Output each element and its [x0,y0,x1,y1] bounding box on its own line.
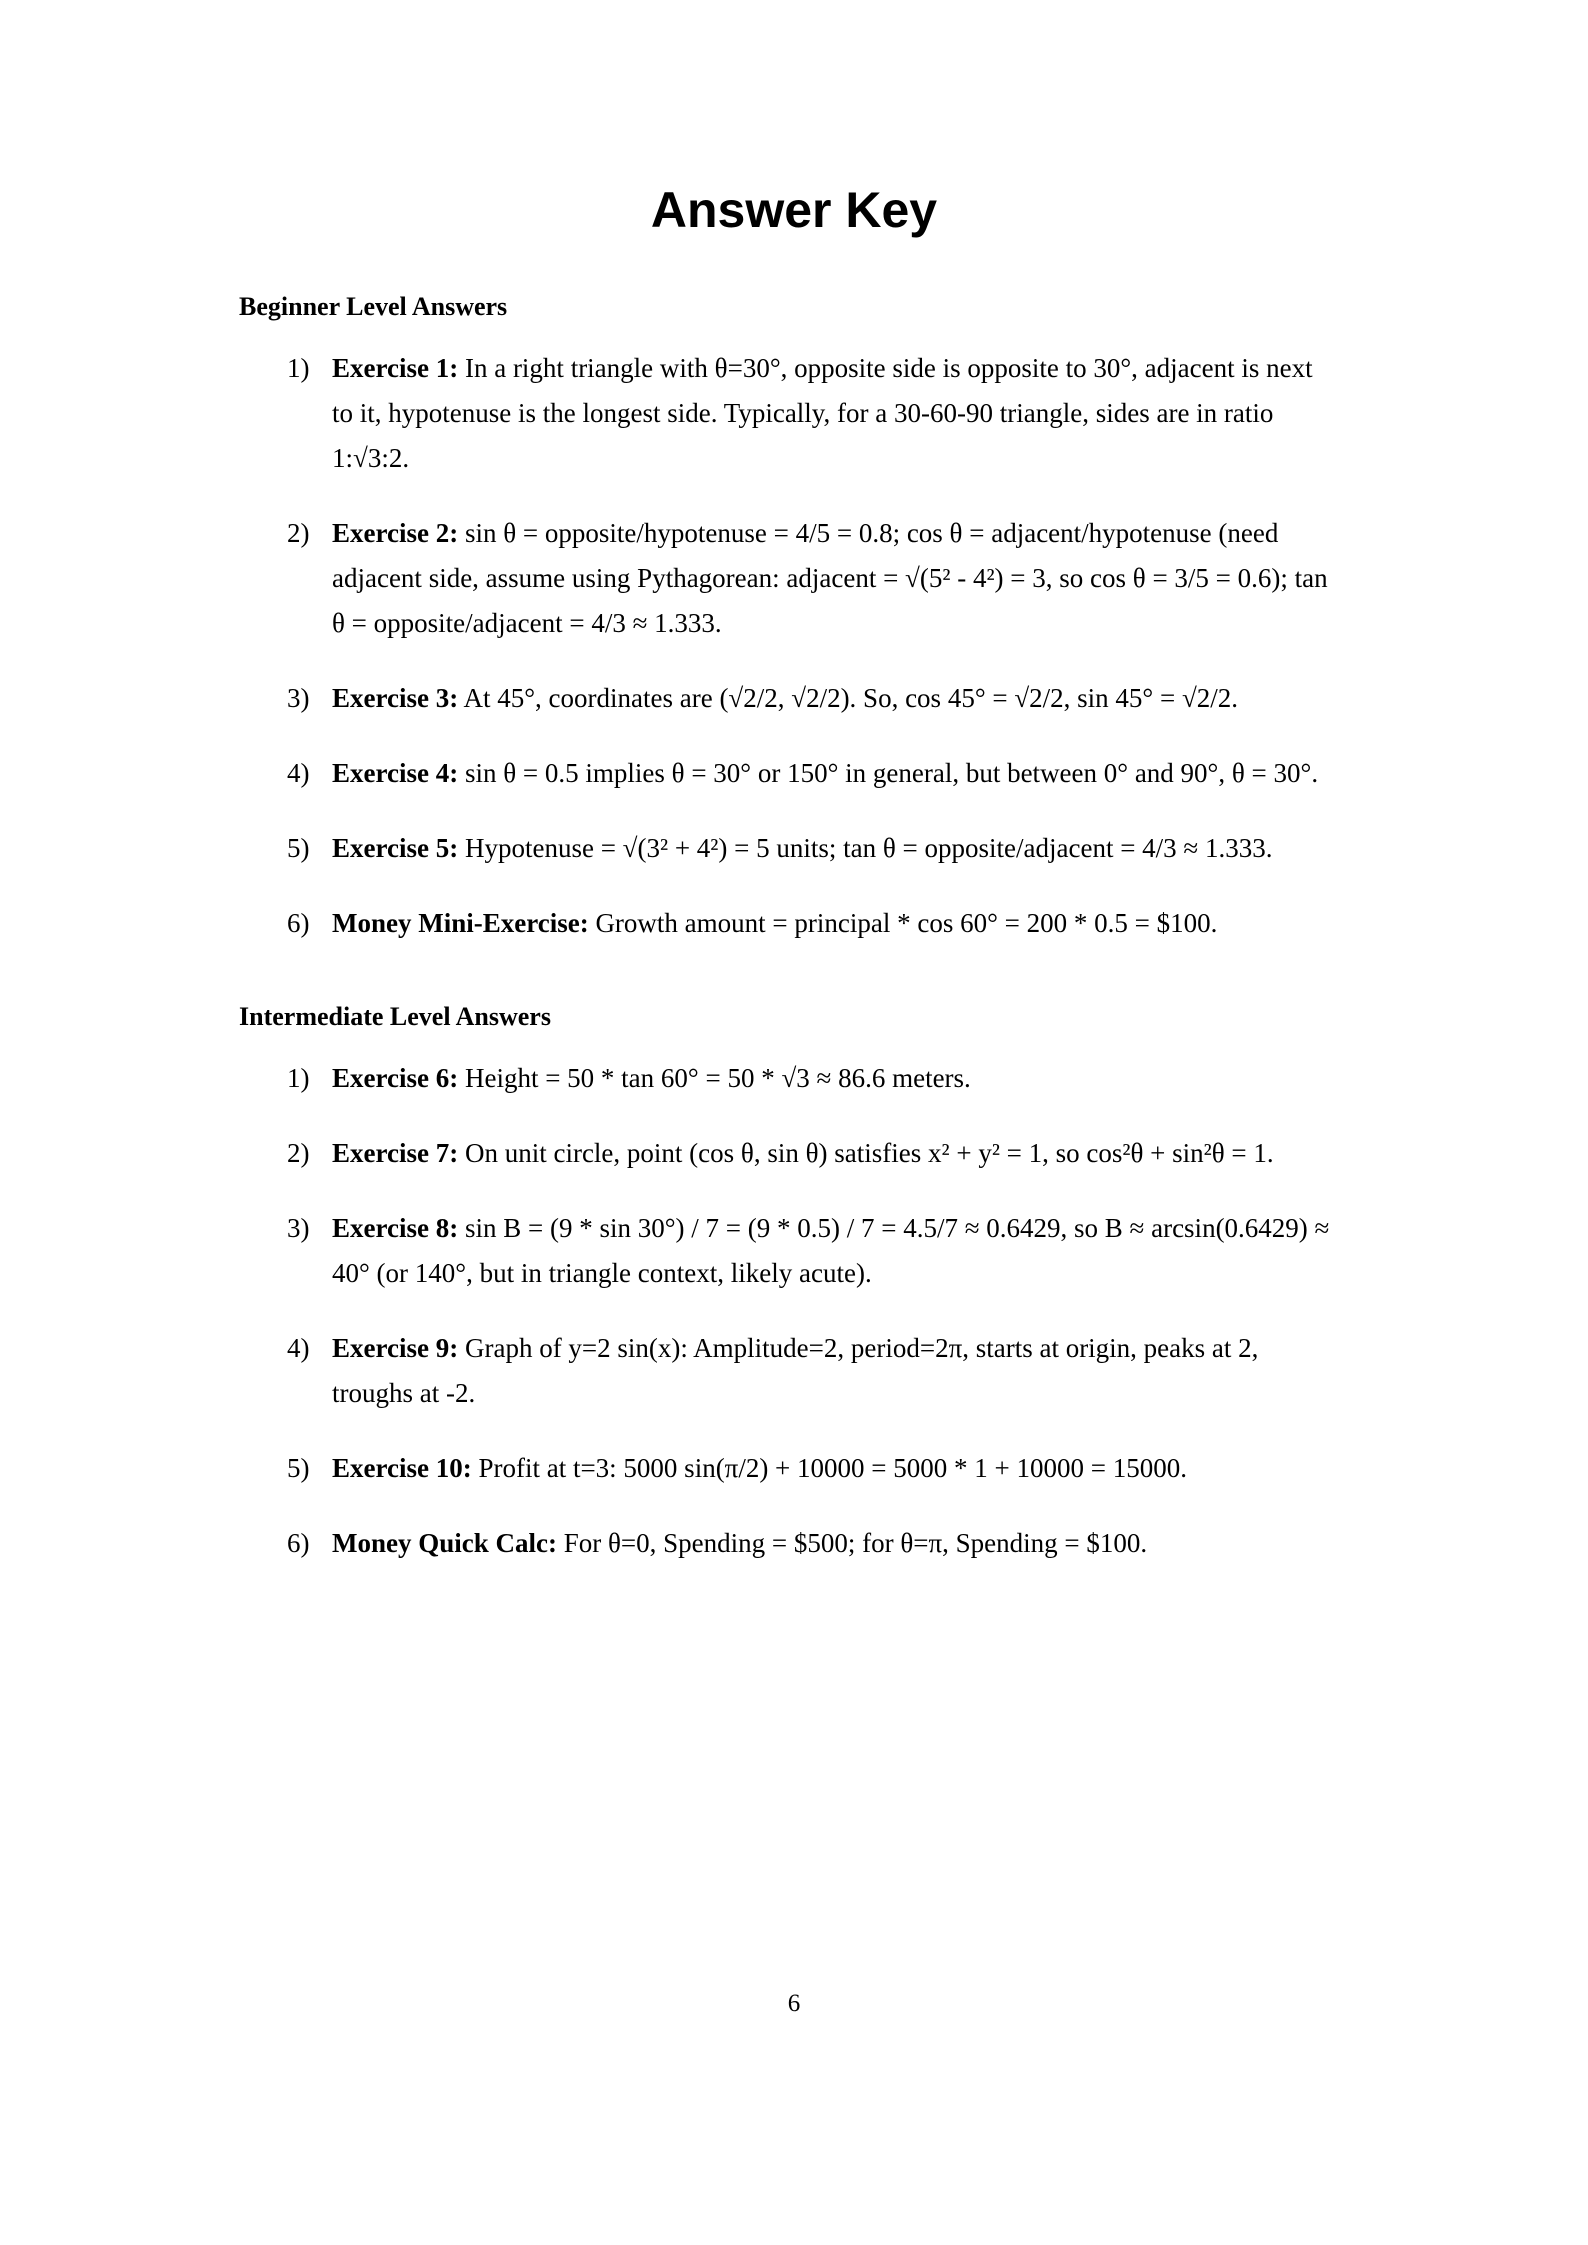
exercise-body: Profit at t=3: 5000 sin(π/2) + 10000 = 5000 * 1 + 10000 = 15000. [471,1453,1187,1484]
list-marker: 4) [287,758,310,789]
exercise-body: Height = 50 * tan 60° = 50 * √3 ≈ 86.6 meters. [458,1063,971,1094]
exercise-label: Exercise 5: [332,833,459,864]
list-item [0,1056,1588,1101]
exercise-label: Exercise 1: [332,353,459,384]
exercise-label: Exercise 3: [332,683,459,714]
exercise-body: sin θ = 0.5 implies θ = 30° or 150° in general, but between 0° and 90°, θ = 30°. [458,758,1319,789]
list-item [0,511,1588,646]
section-heading-intermediate: Intermediate Level Answers [239,1002,551,1032]
list-marker: 2) [287,1138,310,1169]
list-item [0,1131,1588,1176]
exercise-label: Exercise 7: [332,1138,459,1169]
list-item [0,1326,1588,1416]
list-item [0,1206,1588,1296]
exercise-body: In a right triangle with θ=30°, opposite side is opposite to 30°, adjacent is next to it, hypotenuse is the longest side. Typically, for a 30-60-90 triangle, sides are in ratio 1:√3:2. [332,353,1313,474]
list-item [0,751,1588,796]
exercise-body: For θ=0, Spending = $500; for θ=π, Spending = $100. [556,1528,1148,1559]
list-item [0,1446,1588,1491]
exercise-label: Exercise 4: [332,758,459,789]
exercise-label: Exercise 6: [332,1063,459,1094]
answer-list-beginner [0,346,1588,946]
exercise-body: On unit circle, point (cos θ, sin θ) satisfies x² + y² = 1, so cos²θ + sin²θ = 1. [458,1138,1274,1169]
page-number: 6 [787,1990,801,2017]
exercise-body: Hypotenuse = √(3² + 4²) = 5 units; tan θ = opposite/adjacent = 4/3 ≈ 1.333. [458,833,1273,864]
exercise-body: sin B = (9 * sin 30°) / 7 = (9 * 0.5) / 7 = 4.5/7 ≈ 0.6429, so B ≈ arcsin(0.6429) ≈ 40° (or 140°, but in triangle context, likely acute). [332,1213,1330,1289]
exercise-label: Money Mini-Exercise: [332,908,589,939]
list-item [0,826,1588,871]
exercise-body: Graph of y=2 sin(x): Amplitude=2, period=2π, starts at origin, peaks at 2, troughs at -2. [332,1333,1259,1409]
exercise-body: At 45°, coordinates are (√2/2, √2/2). So, cos 45° = √2/2, sin 45° = √2/2. [458,683,1239,714]
list-item [0,346,1588,481]
section-heading-beginner: Beginner Level Answers [239,292,508,321]
exercise-label: Exercise 9: [332,1333,459,1364]
exercise-body: Growth amount = principal * cos 60° = 200 * 0.5 = $100. [588,908,1218,939]
list-marker: 5) [287,1453,310,1484]
exercise-label: Exercise 10: [332,1453,472,1484]
exercise-body: sin θ = opposite/hypotenuse = 4/5 = 0.8; cos θ = adjacent/hypotenuse (need adjacent side, assume using Pythagorean: adjacent = √(5² - 4²) = 3, so cos θ = 3/5 = 0.6); tan θ = opposite/adjacent = 4/3 ≈ 1.333. [332,518,1328,639]
list-marker: 6) [287,908,310,939]
answer-list-intermediate [0,1056,1588,1566]
list-marker: 5) [287,833,310,864]
exercise-label: Money Quick Calc: [332,1528,557,1559]
list-marker: 1) [287,353,310,384]
list-marker: 3) [287,1213,310,1244]
page-title: Answer Key [650,182,938,238]
list-item [0,901,1588,946]
list-item [0,1521,1588,1566]
list-marker: 3) [287,683,310,714]
exercise-label: Exercise 2: [332,518,459,549]
list-marker: 2) [287,518,310,549]
list-marker: 4) [287,1333,310,1364]
exercise-label: Exercise 8: [332,1213,459,1244]
list-marker: 1) [287,1063,310,1094]
list-marker: 6) [287,1528,310,1559]
list-item [0,676,1588,721]
